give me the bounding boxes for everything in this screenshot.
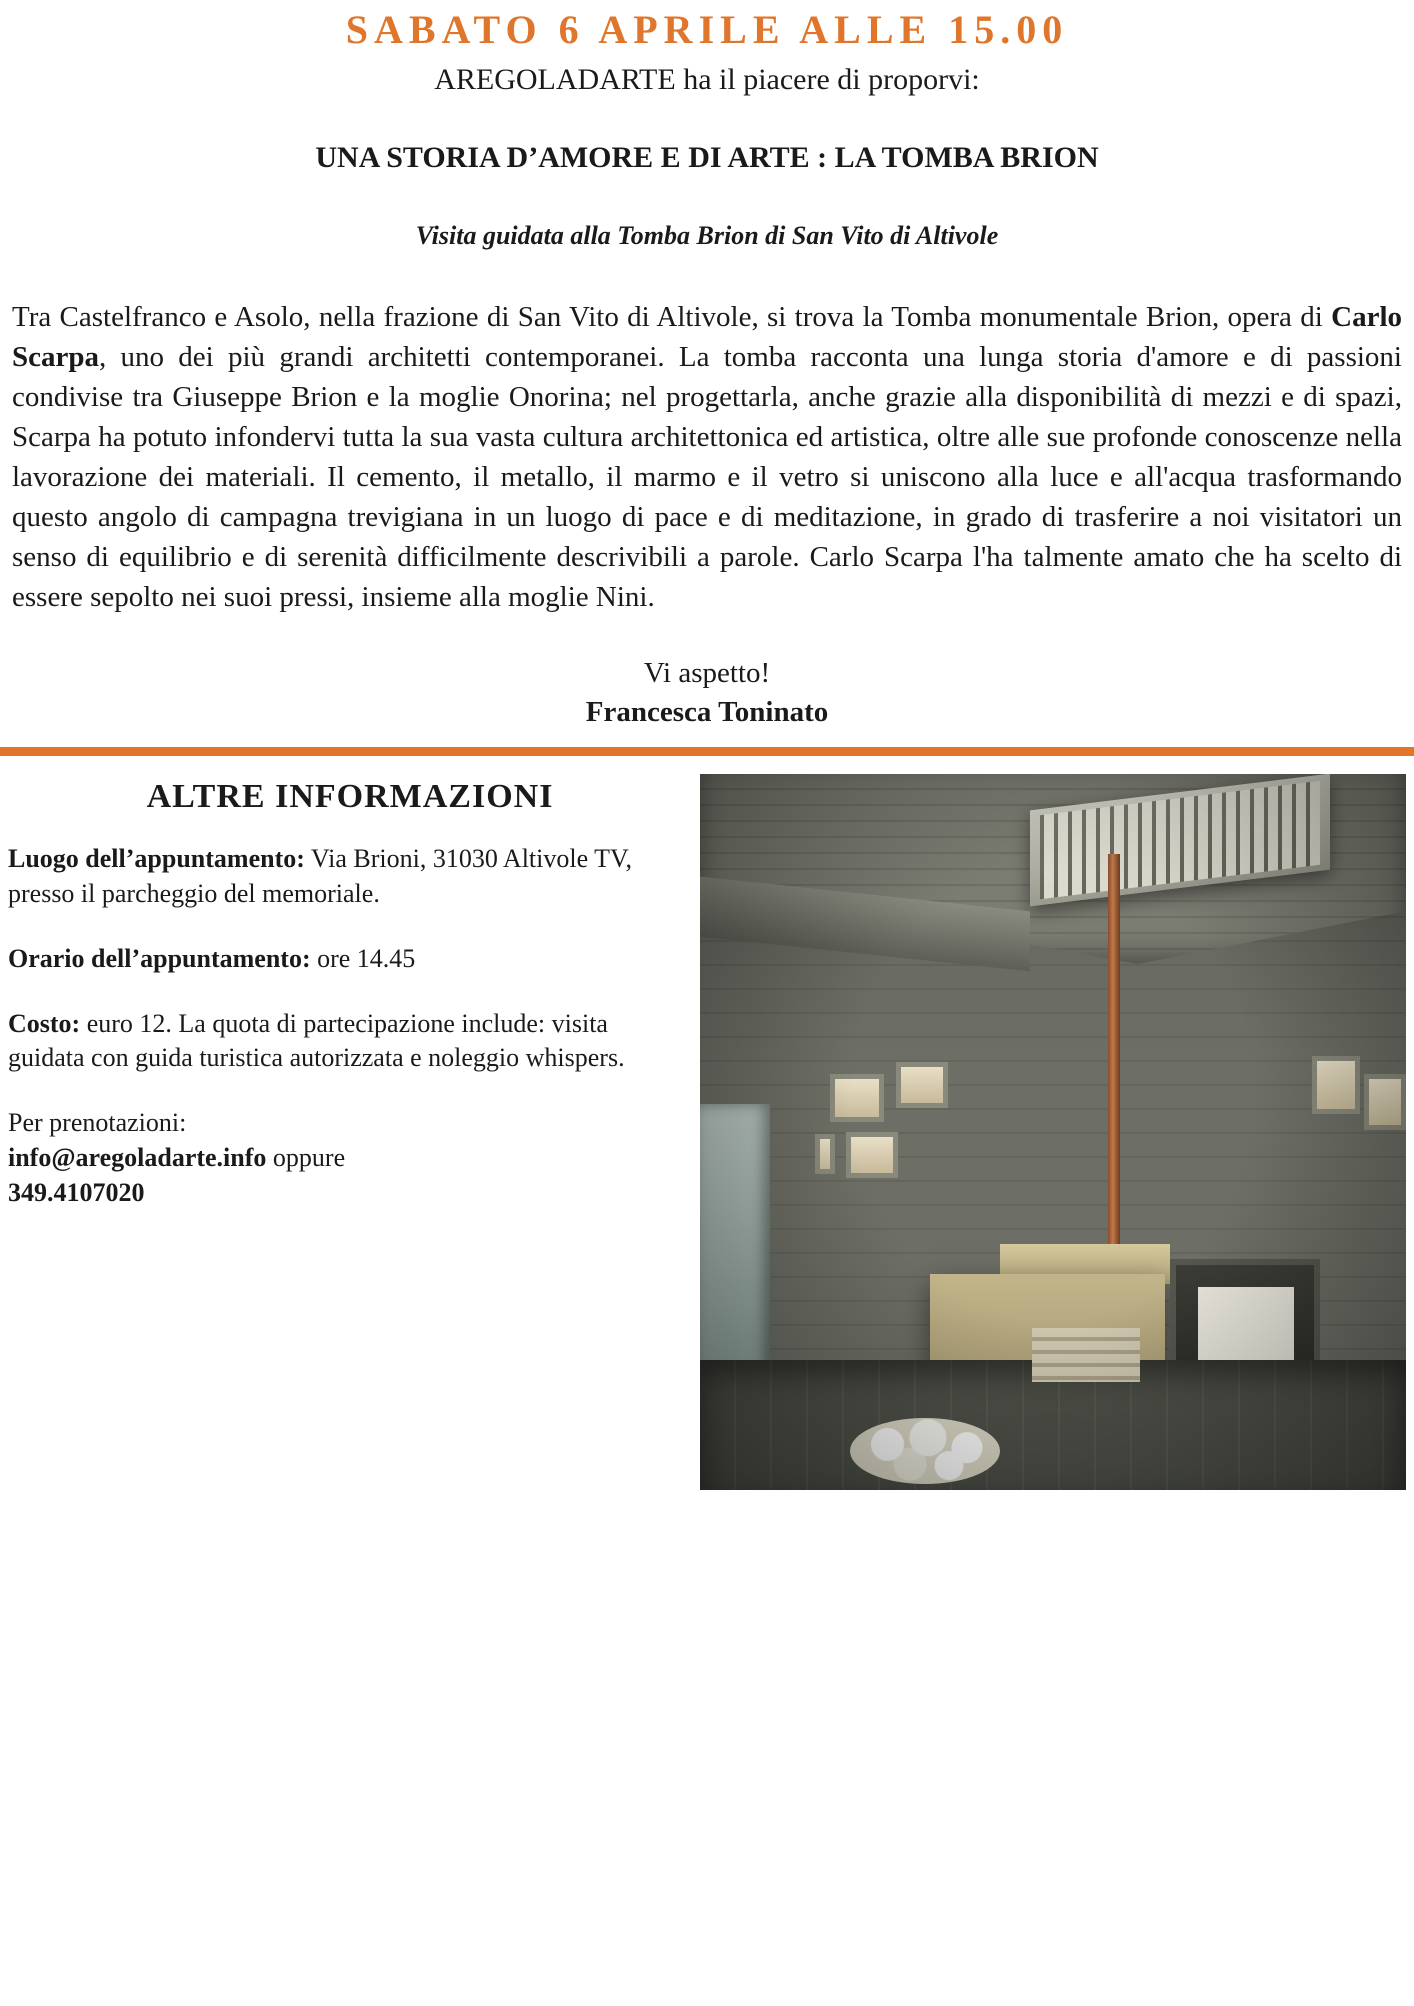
flyer-bottom-section <box>0 756 1414 1490</box>
booking-or: oppure <box>266 1143 346 1173</box>
flyer-page <box>0 6 1414 2006</box>
info-heading: ALTRE INFORMAZIONI <box>146 778 554 816</box>
info-booking <box>8 1106 682 1210</box>
photo-wall-panel <box>815 1134 835 1174</box>
photo-window <box>700 1104 770 1404</box>
photo-flowers <box>850 1418 1000 1484</box>
photo-wall-panel <box>830 1074 884 1122</box>
closing-line: Vi aspetto! <box>643 657 771 690</box>
booking-contact-line <box>8 1141 682 1176</box>
info-place <box>8 842 682 912</box>
tomba-brion-photo <box>700 774 1406 1490</box>
info-place-value: Via Brioni, 31030 Altivole TV, presso il parcheggio del memoriale. <box>8 844 632 908</box>
info-cost <box>8 1007 682 1077</box>
booking-email[interactable]: info@aregoladarte.info <box>8 1143 267 1173</box>
description-part-2: , uno dei più grandi architetti contemporanei. La tomba racconta una lunga storia d'amore e di passioni condivise tra Giuseppe Brion e la moglie Onorina; nel progettarla, anche grazie alla disponibilità di mezzi e di spazi, Scarpa ha potuto infondervi tutta la sua vasta cultura architettonica ed artistica, oltre alle sue profonde conoscenze nella lavorazione dei materiali. Il cemento, il metallo, il marmo e il vetro si uniscono alla luce e all'acqua trasformando questo angolo di campagna trevigiana in un luogo di pace e di meditazione, in grado di trasferire a noi visitatori un senso di equilibrio e di serenità difficilmente descrivibili a parole. Carlo Scarpa l'ha talmente amato che ha scelto di essere sepolto nei suoi pressi, insieme alla moglie Nini. <box>12 341 1402 614</box>
info-time-label: Orario dell’appuntamento: <box>8 943 311 973</box>
info-column <box>0 756 700 1221</box>
description-paragraph <box>12 297 1402 617</box>
info-cost-label: Costo: <box>8 1008 81 1038</box>
description-part-1: Tra Castelfranco e Asolo, nella frazione di San Vito di Altivole, si trova la Tomba monumentale Brion, opera di <box>12 301 1332 333</box>
photo-wall-panel <box>846 1132 898 1178</box>
info-time-value: ore 14.45 <box>310 943 416 973</box>
info-cost-value: euro 12. La quota di partecipazione include: visita guidata con guida turistica autorizzata e noleggio whispers. <box>8 1008 625 1073</box>
organizer-subline: AREGOLADARTE ha il piacere di proporvi: <box>434 63 980 96</box>
booking-phone[interactable]: 349.4107020 <box>8 1177 145 1207</box>
flyer-top-section <box>0 6 1414 729</box>
signature-name: Francesca Toninato <box>585 696 829 729</box>
event-headline: SABATO 6 APRILE ALLE 15.00 <box>345 7 1069 52</box>
booking-intro: Per prenotazioni: <box>8 1108 187 1138</box>
architect-name: Carlo Scarpa <box>12 301 1402 374</box>
photo-wall-panel <box>1364 1074 1406 1130</box>
photo-wall-panel <box>1312 1056 1360 1114</box>
photo-steps <box>1032 1328 1140 1382</box>
page-title: UNA STORIA D’AMORE E DI ARTE : LA TOMBA BRION <box>315 141 1099 174</box>
section-divider <box>0 747 1414 756</box>
event-subtitle: Visita guidata alla Tomba Brion di San Vito di Altivole <box>415 221 999 250</box>
info-place-label: Luogo dell’appuntamento: <box>8 844 305 874</box>
photo-wall-panel <box>896 1062 948 1108</box>
info-time <box>8 942 682 977</box>
